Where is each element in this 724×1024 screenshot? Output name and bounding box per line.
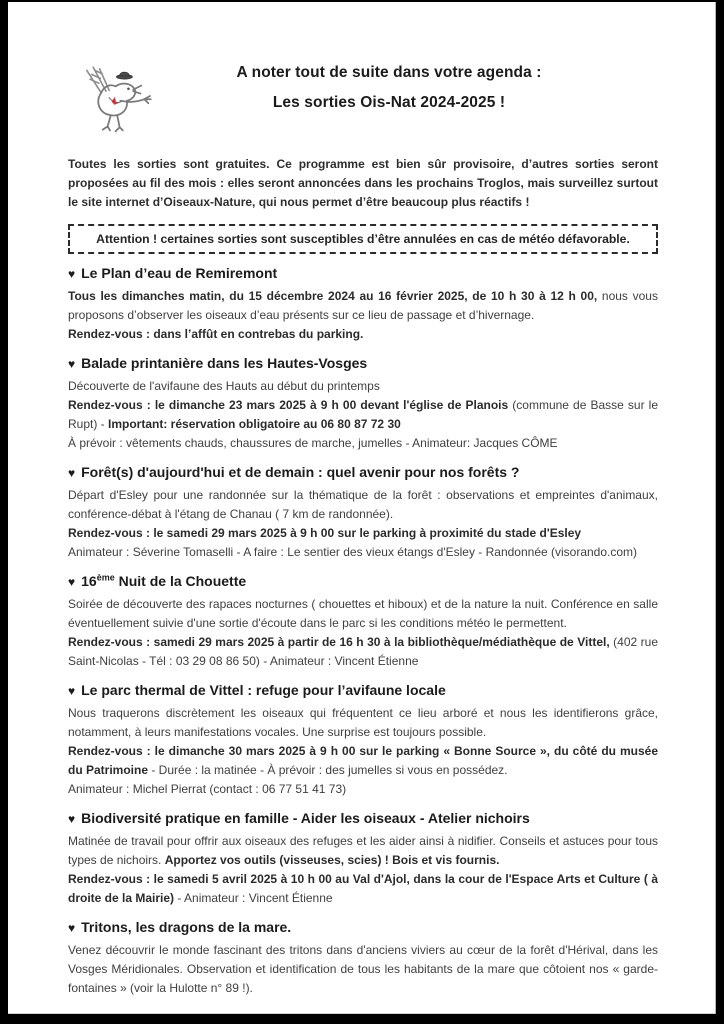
event-paragraph: Soirée de découverte des rapaces nocturnes ( chouettes et hiboux) et de la nature la nuit. Conférence en salle éventuellement suivie d'une sortie d'écoute dans le parc si les conditions météo le permettent. <box>68 597 658 630</box>
event-paragraph: Venez découvrir le monde fascinant des tritons dans d'anciens viviers au cœur de la forêt d'Hérival, dans les Vosges Méridionales. Observation et identification de tous les habitants de la mare que côtoient nos « garde-fontaines » (voir la Hulotte n° 89 !). <box>68 943 658 995</box>
event-heading <box>68 918 658 938</box>
heart-bullet-icon: ♥ <box>68 921 76 935</box>
page-title-line1: A noter tout de suite dans votre agenda : <box>236 64 542 81</box>
event-paragraph: Rendez-vous : le dimanche 30 mars 2025 à 9 h 00 sur le parking « Bonne Source », du côté du musée du Patrimoine - Durée : la matinée - À prévoir : des jumelles si vous en possédez. <box>68 744 658 777</box>
event-heading-text: Biodiversité pratique en famille - Aider les oiseaux - Atelier nichoirs <box>81 810 530 826</box>
event-paragraph: Rendez-vous : dans l’affût en contrebas du parking. <box>68 327 364 341</box>
event-paragraph: Animateur : Séverine Tomaselli - A faire : Le sentier des vieux étangs d'Esley - Randonnée (visorando.com) <box>68 545 638 559</box>
event-paragraph: Rendez-vous : le samedi 29 mars 2025 à 9 h 00 sur le parking à proximité du stade d'Esley <box>68 526 582 540</box>
event-paragraph: Rendez-vous : le samedi 5 avril 2025 à 10 h 00 au Val d'Ajol, dans la cour de l'Espace Arts et Culture ( à droite de la Mairie) - Animateur : Vincent Étienne <box>68 872 658 905</box>
event-section <box>68 918 658 998</box>
event-paragraph: Découverte de l'avifaune des Hauts au début du printemps <box>68 379 380 393</box>
event-heading-text: Le parc thermal de Vittel : refuge pour l’avifaune locale <box>81 682 446 698</box>
event-heading <box>68 809 658 829</box>
event-paragraph: Nous traquerons discrètement les oiseaux qui fréquentent ce lieu arboré et nous les identifierons grâce, notamment, à leurs manifestations vocales. Une surprise est toujours possible. <box>68 706 658 739</box>
event-heading <box>68 354 658 374</box>
event-section <box>68 809 658 908</box>
events-list <box>68 264 658 998</box>
heart-bullet-icon: ♥ <box>68 812 76 826</box>
event-paragraph: Départ d'Esley pour une randonnée sur la thématique de la forêt : observations et empreintes d'animaux, conférence-débat à l'étang de Chanau ( 7 km de randonnée). <box>68 488 658 521</box>
event-section <box>68 681 658 799</box>
event-section <box>68 354 658 453</box>
event-paragraph: Matinée de travail pour offrir aux oiseaux des refuges et les aider ainsi à nidifier. Conseils et astuces pour tous types de nichoirs. Apportez vos outils (visseuses, scies) ! Bois et vis fournis. <box>68 834 658 867</box>
attention-notice-text: Attention ! certaines sorties sont susceptibles d’être annulées en cas de météo défavorable. <box>96 232 630 246</box>
attention-notice-box <box>68 224 658 254</box>
event-section <box>68 264 658 344</box>
event-heading <box>68 572 658 592</box>
heart-bullet-icon: ♥ <box>68 575 76 589</box>
event-heading-text: 16ème Nuit de la Chouette <box>81 572 247 589</box>
document-page <box>8 2 716 1014</box>
event-heading-text: Tritons, les dragons de la mare. <box>81 919 292 935</box>
event-paragraph: Rendez-vous : le dimanche 23 mars 2025 à 9 h 00 devant l'église de Planois (commune de Basse sur le Rupt) - Important: réservation obligatoire au 06 80 87 72 30 <box>68 398 659 431</box>
document-header <box>68 54 658 141</box>
bird-sketch-logo-icon <box>74 56 160 141</box>
heart-bullet-icon: ♥ <box>68 684 76 698</box>
event-heading <box>68 264 658 284</box>
intro-paragraph: Toutes les sorties sont gratuites. Ce programme est bien sûr provisoire, d’autres sorties seront proposées au fil des mois : elles seront annoncées dans les prochains Troglos, mais surveillez surtout le site internet d’Oiseaux-Nature, qui nous permet d’être beaucoup plus réactifs ! <box>68 157 658 209</box>
page-title-line2: Les sorties Ois-Nat 2024-2025 ! <box>272 94 506 111</box>
event-heading <box>68 681 658 701</box>
heart-bullet-icon: ♥ <box>68 357 76 371</box>
event-paragraph: Tous les dimanches matin, du 15 décembre 2024 au 16 février 2025, de 10 h 30 à 12 h 00, nous vous proposons d’observer les oiseaux d’eau présents sur ce lieu de passage et d’hivernage. <box>68 289 658 322</box>
event-heading-text: Forêt(s) d'aujourd'hui et de demain : quel avenir pour nos forêts ? <box>81 464 520 480</box>
heart-bullet-icon: ♥ <box>68 267 76 281</box>
document-title-block <box>160 54 658 118</box>
event-paragraph: Rendez-vous : samedi 29 mars 2025 à partir de 16 h 30 à la bibliothèque/médiathèque de Vittel, (402 rue Saint-Nicolas - Tél : 03 29 08 86 50) - Animateur : Vincent Étienne <box>68 635 658 668</box>
event-heading-text: Balade printanière dans les Hautes-Vosges <box>81 355 368 371</box>
heart-bullet-icon: ♥ <box>68 466 76 480</box>
event-heading <box>68 463 658 483</box>
event-section <box>68 463 658 562</box>
event-paragraph: À prévoir : vêtements chauds, chaussures de marche, jumelles - Animateur: Jacques CÔME <box>68 436 558 450</box>
document-content <box>8 2 716 998</box>
event-section <box>68 572 658 671</box>
event-heading-text: Le Plan d’eau de Remiremont <box>81 265 278 281</box>
event-paragraph: Animateur : Michel Pierrat (contact : 06 77 51 41 73) <box>68 782 347 796</box>
